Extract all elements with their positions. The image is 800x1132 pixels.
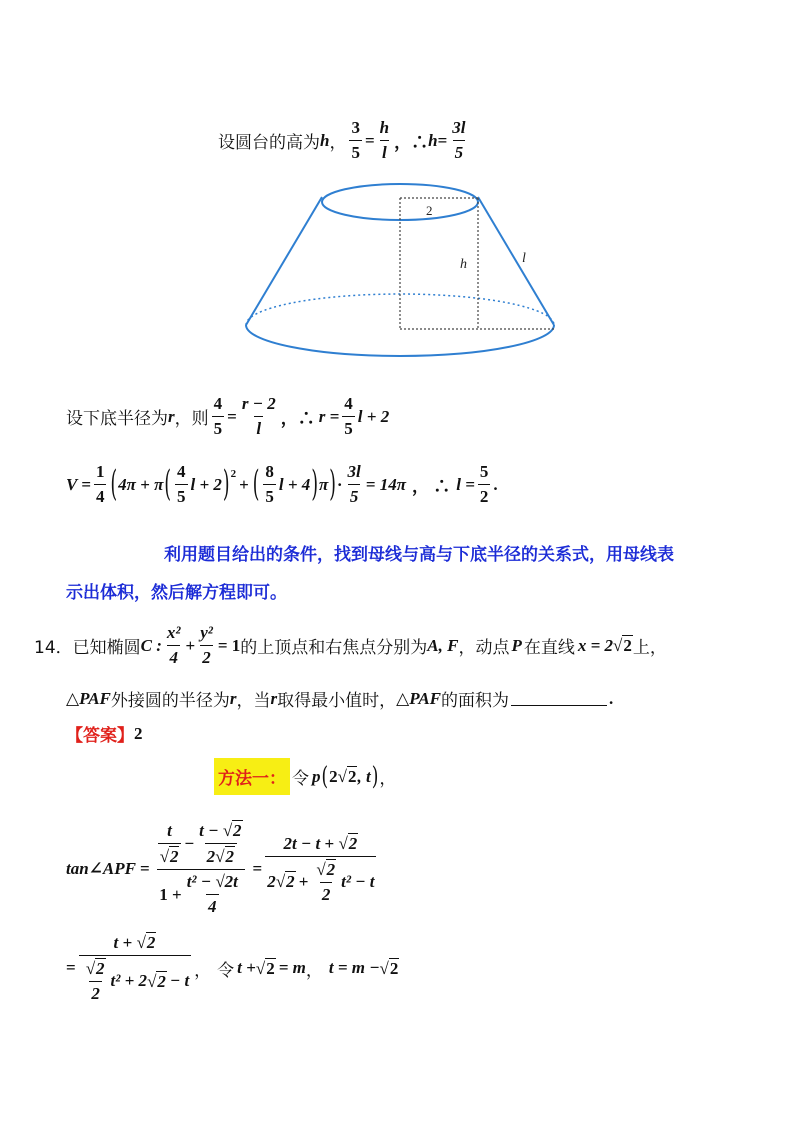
- method-one-label: 方法一：: [214, 758, 290, 795]
- solution-hint-line2: 示出体积，然后解方程即可。: [66, 583, 287, 603]
- problem-14-question: △PAF 外接圆的半径为 r ，当 r 取得最小值时， △PAF 的面积为 .: [66, 688, 614, 711]
- fraction-3l-5: $\frac{3l}{5}$: [452, 118, 466, 162]
- radius-setup-line: 设下底半径为 r ，则 $\frac{4}{5}$ = $\frac{r - 2}{l}$ ，∴ r = $\frac{4}{5}$ l + 2: [66, 394, 390, 438]
- problem-14-statement: 14． 已知椭圆 C : $\frac{\text{x²}}{4}$ + $\frac{\text{y²}}{2}$ = 1 的上顶点和右焦点分别为 A, F ，动点 P 在直线 x = 2 √ 2 上，: [34, 623, 667, 667]
- tan-angle-equation: tan∠APF = t √ 2 − t − √ 2 2√ 2 1 + $\frac{\text{t² − √2t}}{4}$ = 2t − t + √ 2 2 √ 2 + √ 2 2 t² − t: [66, 820, 375, 916]
- label-top-radius: 2: [426, 203, 433, 218]
- solution-hint-line1: 利用题目给出的条件，找到母线与高与下底半径的关系式，用母线表: [164, 545, 674, 565]
- answer-line: [66, 721, 143, 746]
- problem-number: 14．: [34, 638, 73, 658]
- complex-fraction: t √ 2 − t − √ 2 2√ 2 1 + $\frac{\text{t² − √2t}}{4}$: [153, 820, 250, 917]
- label-slant: l: [522, 251, 526, 266]
- frustum-figure: [240, 175, 560, 375]
- right-slant-line: [478, 197, 554, 325]
- answer-tag: 【答案】: [66, 726, 134, 746]
- substitution-equation: = t + √ 2 √ 2 2 t² + 2 √ 2 − t ， 令 t + √ 2 = m ， t = m − √ 2: [66, 933, 399, 1003]
- height-setup-line: 设圆台的高为 h ， $\frac{3}{5}$ = $\frac{h}{l}$ ，∴ h = $\frac{3l}{5}$: [218, 118, 466, 162]
- left-slant-line: [246, 197, 322, 325]
- method-one-line: 方法一： 令 p ( 2 √ 2 , t ) ，: [214, 758, 396, 795]
- answer-blank: [511, 691, 607, 706]
- fraction-3-5: $\frac{3}{5}$: [351, 118, 360, 162]
- fraction-h-l: $\frac{h}{l}$: [379, 118, 390, 162]
- label-height: h: [460, 257, 467, 272]
- volume-equation: V = $\frac{1}{4}$ ( 4π + π ( $\frac{4}{5}$ l + 2 ) $^2$ + ( $\frac{8}{5}$ l + 4 ) π ) · $\frac{3l}{5}$ = 14π ， ∴ l = $\frac{5}{2}$ .: [66, 462, 498, 506]
- bottom-ellipse-front: [246, 325, 554, 356]
- answer-value: 2: [134, 723, 143, 743]
